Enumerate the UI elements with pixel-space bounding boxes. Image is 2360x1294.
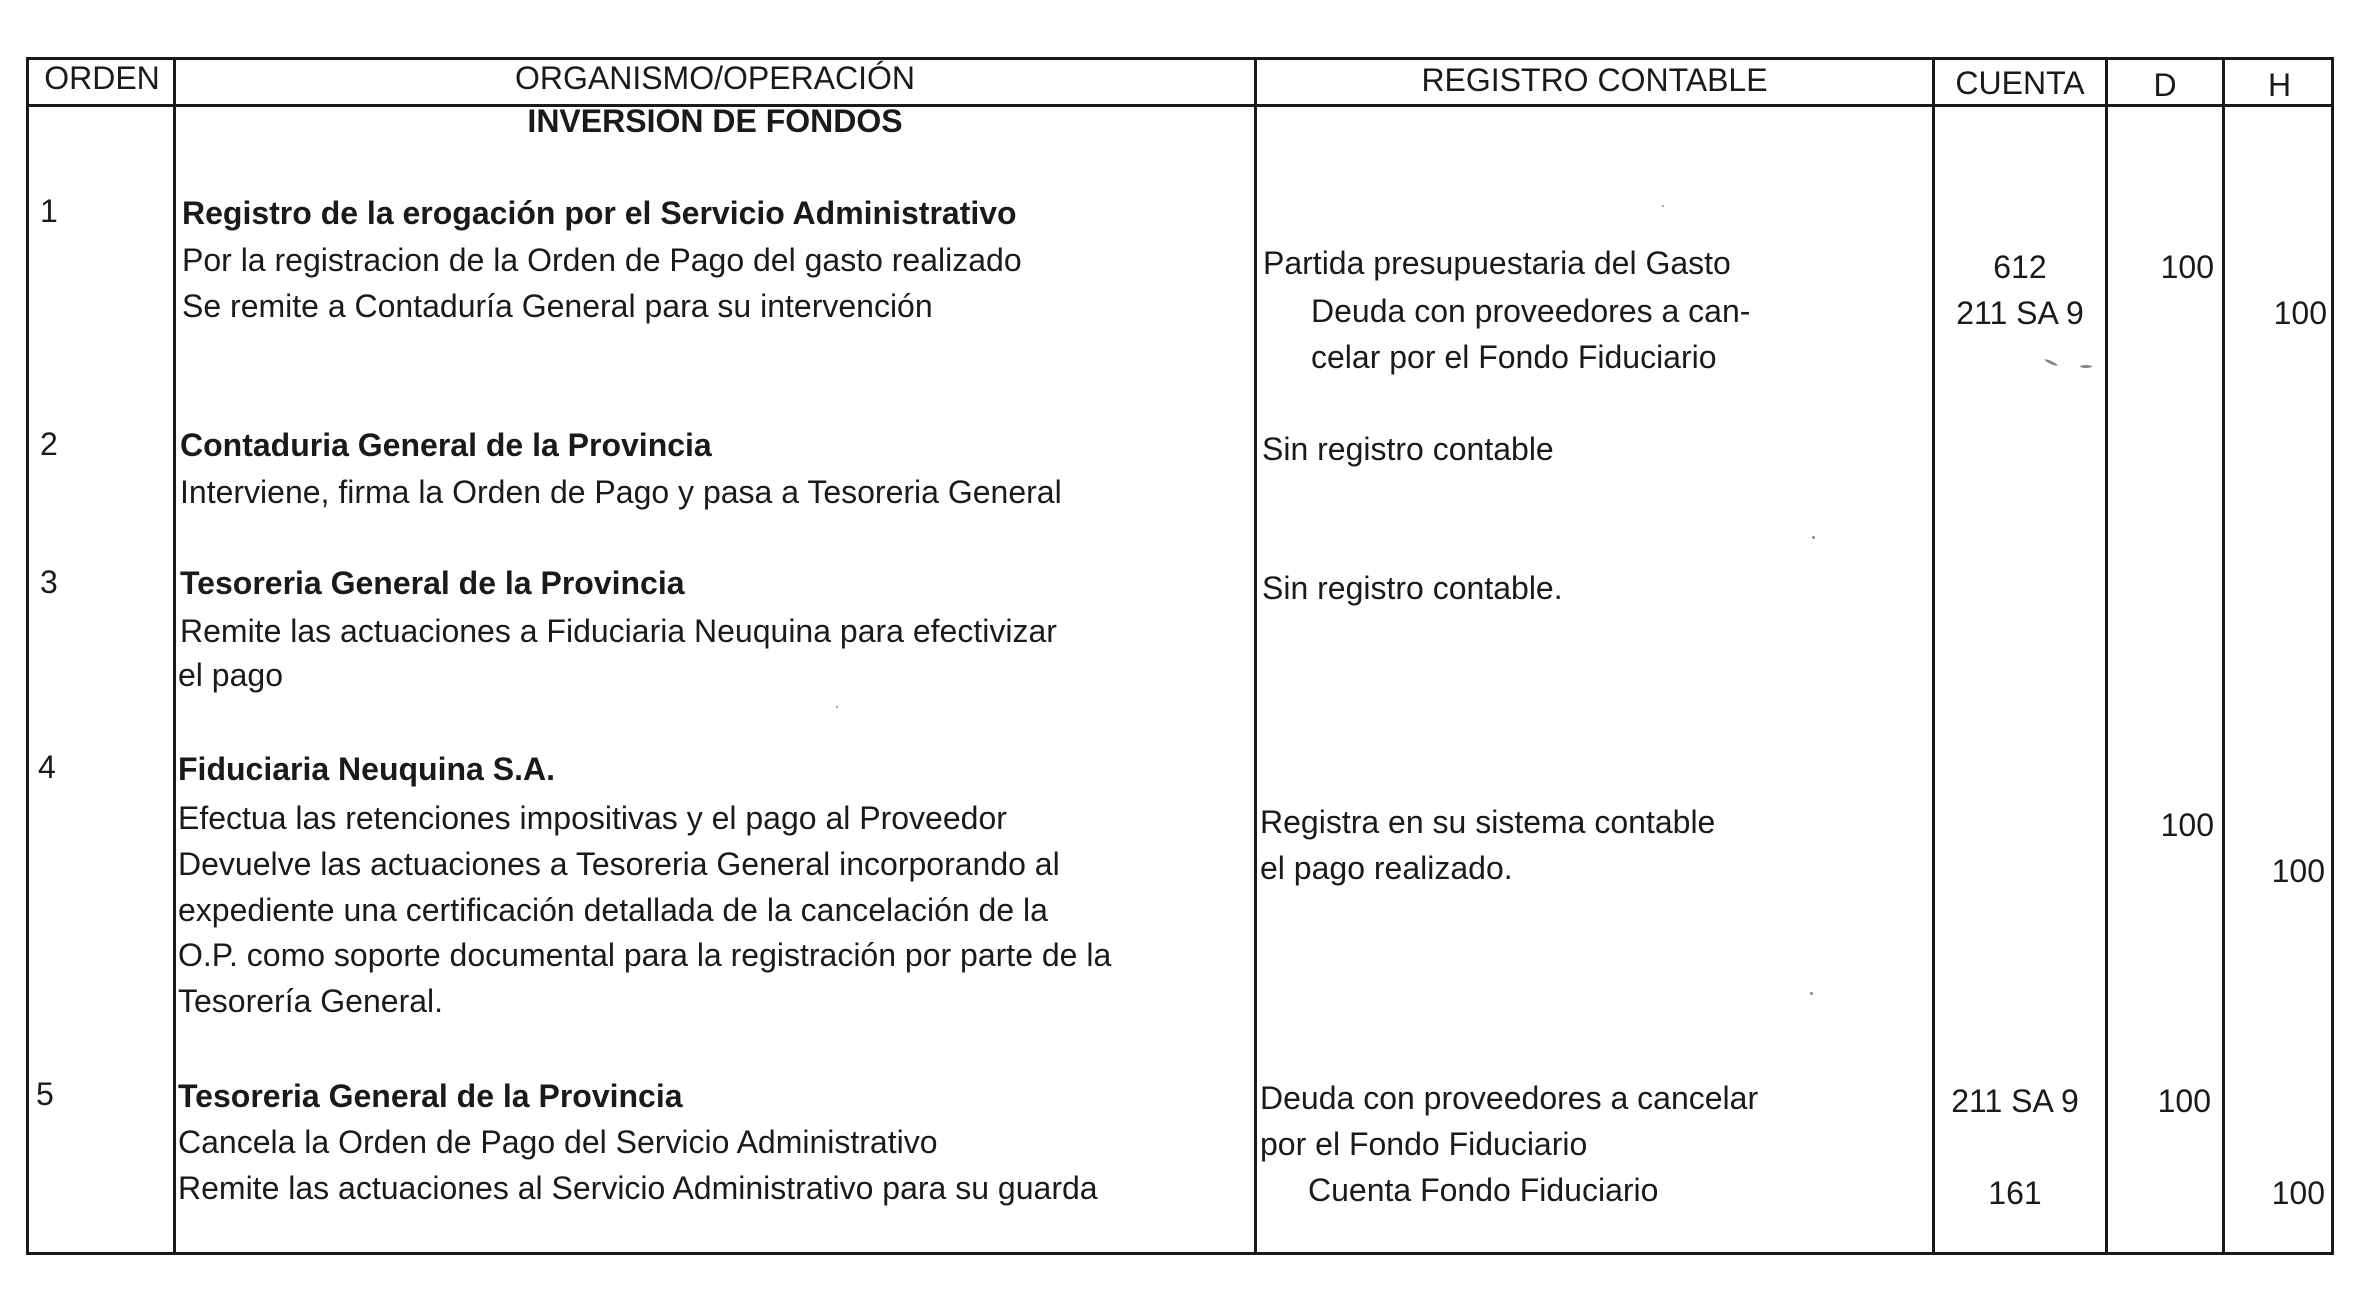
scan-speck	[1810, 992, 1813, 995]
haber-value: 100	[2273, 295, 2327, 331]
header-organismo: ORGANISMO/OPERACIÓN	[514, 60, 916, 96]
scan-speck	[1812, 536, 1815, 539]
scan-speck	[2080, 365, 2092, 368]
entry-orden: 3	[40, 564, 58, 600]
registro-line: Deuda con proveedores a can-	[1311, 293, 1751, 329]
entry-title: Tesoreria General de la Provincia	[180, 565, 685, 601]
entry-orden: 4	[38, 749, 56, 785]
registro-line: Sin registro contable	[1262, 431, 1554, 467]
col-divider-d	[2222, 57, 2225, 1255]
entry-line: Por la registracion de la Orden de Pago del gasto realizado	[182, 242, 1022, 278]
entry-line: el pago	[178, 657, 283, 693]
header-cuenta: CUENTA	[1955, 65, 2085, 101]
entry-line: O.P. como soporte documental para la registración por parte de la	[178, 937, 1112, 973]
entry-title: Registro de la erogación por el Servicio Administrativo	[182, 195, 1017, 231]
registro-line: Sin registro contable.	[1262, 570, 1563, 606]
entry-line: Se remite a Contaduría General para su intervención	[182, 288, 933, 324]
registro-line: por el Fondo Fiduciario	[1260, 1126, 1588, 1162]
entry-orden: 1	[40, 193, 58, 229]
col-divider-orden	[173, 57, 176, 1255]
header-d: D	[2153, 67, 2177, 103]
debe-value: 100	[2157, 1083, 2211, 1119]
col-divider-cuenta	[2105, 57, 2108, 1255]
entry-line: Interviene, firma la Orden de Pago y pasa a Tesoreria General	[180, 474, 1062, 510]
registro-line: el pago realizado.	[1260, 850, 1513, 886]
debe-value: 100	[2160, 807, 2214, 843]
entry-orden: 5	[36, 1076, 54, 1112]
registro-line: Cuenta Fondo Fiduciario	[1308, 1172, 1659, 1208]
entry-line: Efectua las retenciones impositivas y el pago al Proveedor	[178, 800, 1007, 836]
scan-speck	[836, 706, 838, 708]
entry-title: Contaduria General de la Provincia	[180, 427, 712, 463]
registro-line: Partida presupuestaria del Gasto	[1263, 245, 1731, 281]
entry-line: Devuelve las actuaciones a Tesoreria General incorporando al	[178, 846, 1060, 882]
debe-value: 100	[2160, 249, 2214, 285]
registro-line: Registra en su sistema contable	[1260, 804, 1716, 840]
haber-value: 100	[2271, 853, 2325, 889]
col-divider-organismo	[1254, 57, 1257, 1255]
entry-title: Fiduciaria Neuquina S.A.	[178, 751, 555, 787]
registro-line: Deuda con proveedores a cancelar	[1260, 1080, 1759, 1116]
header-h: H	[2267, 67, 2292, 103]
col-divider-registro	[1932, 57, 1935, 1255]
entry-line: Remite las actuaciones a Fiduciaria Neuquina para efectivizar	[180, 613, 1057, 649]
entry-title: Tesoreria General de la Provincia	[178, 1078, 683, 1114]
cuenta-value: 612	[1993, 249, 2047, 285]
scan-speck	[1662, 205, 1664, 207]
cuenta-value: 211 SA 9	[1956, 295, 2084, 331]
entry-orden: 2	[40, 426, 58, 462]
header-registro: REGISTRO CONTABLE	[1421, 62, 1768, 98]
entry-line: Remite las actuaciones al Servicio Administrativo para su guarda	[178, 1170, 1098, 1206]
entry-line: expediente una certificación detallada de la cancelación de la	[178, 892, 1048, 928]
haber-value: 100	[2271, 1175, 2325, 1211]
cuenta-value: 161	[1988, 1175, 2042, 1211]
header-orden: ORDEN	[44, 60, 160, 96]
section-title: INVERSION DE FONDOS	[527, 103, 903, 139]
entry-line: Cancela la Orden de Pago del Servicio Administrativo	[178, 1124, 938, 1160]
entry-line: Tesorería General.	[178, 983, 444, 1019]
cuenta-value: 211 SA 9	[1951, 1083, 2079, 1119]
registro-line: celar por el Fondo Fiduciario	[1311, 339, 1717, 375]
